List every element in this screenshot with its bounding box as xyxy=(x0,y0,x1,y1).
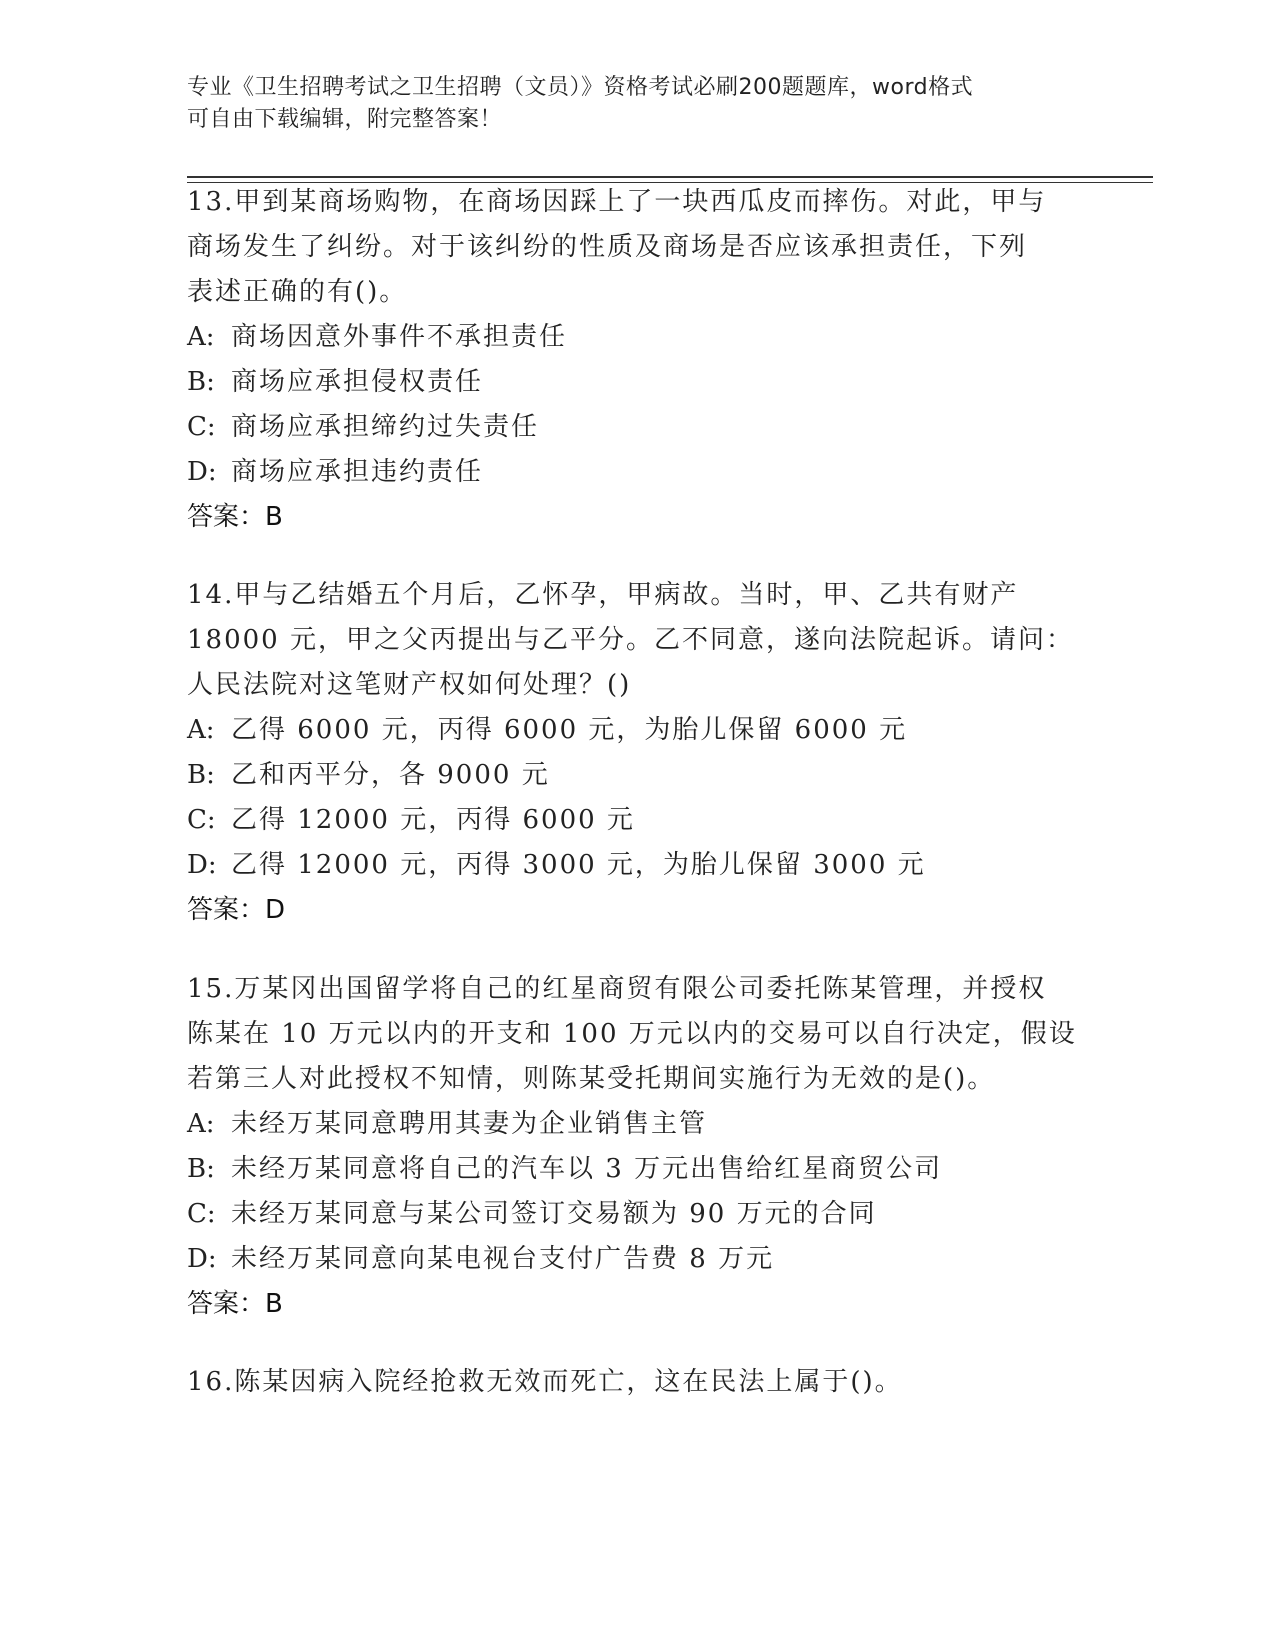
option-key: C: xyxy=(187,805,216,835)
document-header xyxy=(187,72,1067,136)
question-text-line: 表述正确的有()。 xyxy=(187,277,408,307)
option-text: 未经万某同意将自己的汽车以 3 万元出售给红星商贸公司 xyxy=(231,1154,943,1184)
option-key: C: xyxy=(187,1199,216,1229)
option-a xyxy=(187,1102,1087,1147)
option-d xyxy=(187,1237,1087,1282)
option-text: 乙和丙平分，各 9000 元 xyxy=(231,760,550,790)
answer-line: 答案：B xyxy=(187,1289,283,1319)
option-a xyxy=(187,315,1087,360)
option-b xyxy=(187,753,1087,798)
option-b xyxy=(187,360,1087,405)
option-key: B: xyxy=(187,367,215,397)
option-key: B: xyxy=(187,760,215,790)
option-c xyxy=(187,405,1087,450)
option-text: 乙得 12000 元，丙得 3000 元，为胎儿保留 3000 元 xyxy=(231,850,926,880)
question-13 xyxy=(187,180,1087,540)
question-14 xyxy=(187,573,1087,933)
option-text: 未经万某同意与某公司签订交易额为 90 万元的合同 xyxy=(231,1199,877,1229)
option-key: C: xyxy=(187,412,216,442)
question-16 xyxy=(187,1360,1087,1405)
option-c xyxy=(187,798,1087,843)
option-text: 未经万某同意聘用其妻为企业销售主管 xyxy=(231,1109,708,1139)
option-key: D: xyxy=(187,1244,217,1274)
option-text: 乙得 6000 元，丙得 6000 元，为胎儿保留 6000 元 xyxy=(231,715,908,745)
option-c xyxy=(187,1192,1087,1237)
option-key: D: xyxy=(187,850,217,880)
option-text: 商场应承担违约责任 xyxy=(231,457,484,487)
header-line-2: 可自由下载编辑，附完整答案！ xyxy=(187,107,503,132)
option-key: B: xyxy=(187,1154,215,1184)
question-text-line: 陈某在 10 万元以内的开支和 100 万元以内的交易可以自行决定，假设 xyxy=(187,1019,1077,1049)
question-15 xyxy=(187,967,1087,1327)
question-text-line: 人民法院对这笔财产权如何处理？() xyxy=(187,670,632,700)
option-text: 商场因意外事件不承担责任 xyxy=(231,322,568,352)
option-key: D: xyxy=(187,457,217,487)
option-text: 商场应承担缔约过失责任 xyxy=(231,412,540,442)
option-key: A: xyxy=(187,715,215,745)
answer-line: 答案：D xyxy=(187,895,286,925)
question-text-line: 商场发生了纠纷。对于该纠纷的性质及商场是否应该承担责任，下列 xyxy=(187,232,1028,262)
question-text-line: 16.陈某因病入院经抢救无效而死亡，这在民法上属于()。 xyxy=(187,1367,903,1397)
question-text-line: 15.万某冈出国留学将自己的红星商贸有限公司委托陈某管理，并授权 xyxy=(187,974,1047,1004)
question-text-line: 13.甲到某商场购物，在商场因踩上了一块西瓜皮而摔伤。对此，甲与 xyxy=(187,187,1047,217)
question-text-line: 14.甲与乙结婚五个月后，乙怀孕，甲病故。当时，甲、乙共有财产 xyxy=(187,580,1019,610)
option-a xyxy=(187,708,1087,753)
option-text: 商场应承担侵权责任 xyxy=(231,367,484,397)
option-d xyxy=(187,450,1087,495)
option-key: A: xyxy=(187,322,215,352)
answer-line: 答案：B xyxy=(187,502,283,532)
option-key: A: xyxy=(187,1109,215,1139)
header-divider-thick xyxy=(187,176,1153,178)
question-text-line: 若第三人对此授权不知情，则陈某受托期间实施行为无效的是()。 xyxy=(187,1064,996,1094)
option-b xyxy=(187,1147,1087,1192)
option-text: 未经万某同意向某电视台支付广告费 8 万元 xyxy=(231,1244,775,1274)
header-line-1: 专业《卫生招聘考试之卫生招聘（文员）》资格考试必刷200题题库，word格式 xyxy=(187,75,974,100)
option-d xyxy=(187,843,1087,888)
option-text: 乙得 12000 元，丙得 6000 元 xyxy=(231,805,635,835)
question-text-line: 18000 元，甲之父丙提出与乙平分。乙不同意，遂向法院起诉。请问： xyxy=(187,625,1074,655)
